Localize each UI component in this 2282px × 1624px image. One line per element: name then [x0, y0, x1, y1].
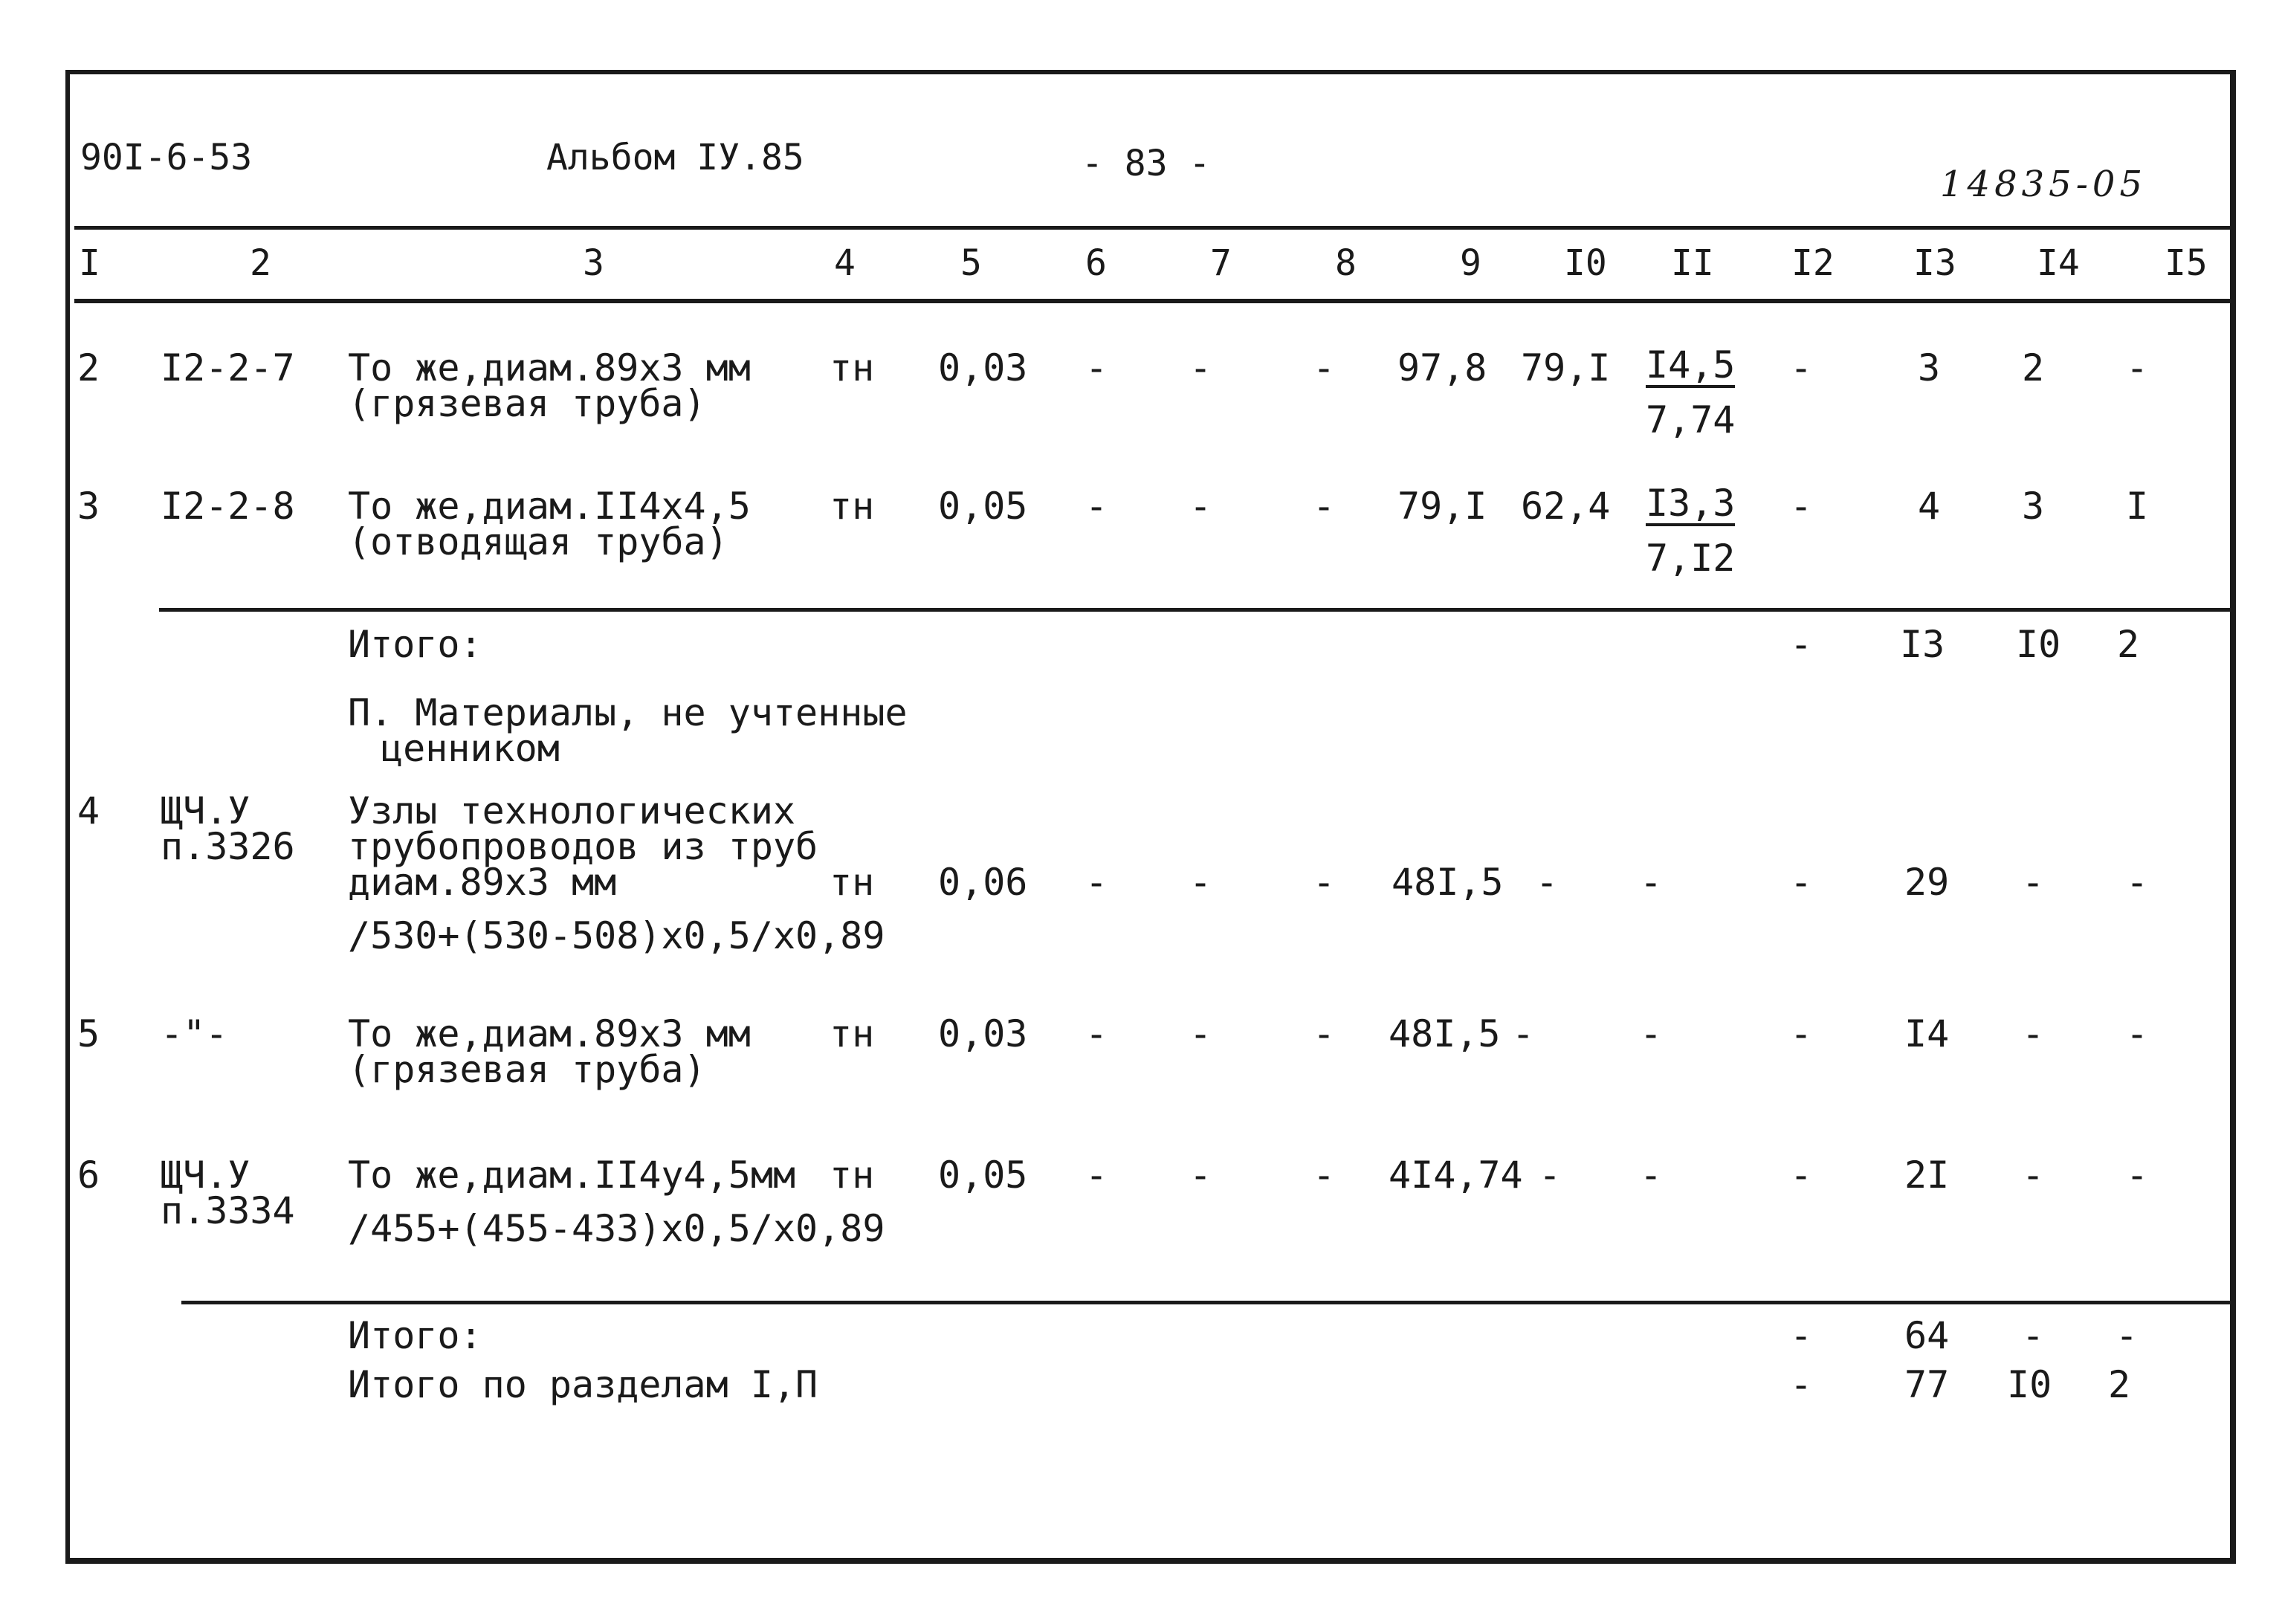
- cell-col8: -: [1313, 861, 1336, 904]
- cell-col6: -: [1085, 485, 1108, 528]
- unit: тн: [830, 1154, 875, 1197]
- subtotal-label: Итого:: [348, 623, 482, 666]
- cell-col15: 2: [2117, 623, 2140, 666]
- unit: тн: [830, 346, 875, 389]
- col-header-7: 7: [1210, 242, 1232, 284]
- col-header-8: 8: [1335, 242, 1357, 284]
- cell-col10: 79,I: [1521, 346, 1611, 389]
- price-code: -"-: [161, 1012, 228, 1055]
- cell-col11-bottom: 7,74: [1646, 398, 1736, 441]
- subtotal-rule: [181, 1301, 2234, 1304]
- cell-col10: 62,4: [1521, 485, 1611, 528]
- cell-col14: -: [2022, 1012, 2045, 1055]
- description-line: То же,диам.89х3 мм: [348, 1012, 751, 1055]
- section-title-continued: ценником: [381, 727, 560, 770]
- cell-col14: -: [2022, 1154, 2045, 1197]
- description-line: То же,диам.89х3 мм: [348, 346, 751, 389]
- price-code: I2-2-8: [161, 485, 295, 528]
- cell-col12: -: [1790, 346, 1813, 389]
- cell-col15: -: [2115, 1314, 2139, 1357]
- row-number: 4: [77, 789, 100, 832]
- header-top-rule: [74, 226, 2230, 230]
- quantity: 0,03: [938, 1012, 1028, 1055]
- cell-col9: 48I,5: [1389, 1012, 1501, 1055]
- cell-col15: -: [2126, 861, 2149, 904]
- cell-col7: -: [1189, 485, 1212, 528]
- cell-col15: I: [2126, 485, 2149, 528]
- cell-col13: 2I: [1904, 1154, 1950, 1197]
- subtotal-label: Итого:: [348, 1314, 482, 1357]
- col-header-15: I5: [2165, 242, 2208, 284]
- description-line: (грязевая труба): [348, 382, 706, 425]
- unit: тн: [830, 485, 875, 528]
- cell-col13: 3: [1918, 346, 1941, 389]
- cell-col14: I0: [2016, 623, 2061, 666]
- description-line: То же,диам.II4х4,5: [348, 485, 751, 528]
- total-label: Итого по разделам I,П: [348, 1363, 818, 1406]
- cell-col6: -: [1085, 1154, 1108, 1197]
- col-header-11: II: [1671, 242, 1714, 284]
- cell-col13: 64: [1904, 1314, 1950, 1357]
- col-header-1: I: [79, 242, 100, 284]
- cell-col15: -: [2126, 346, 2149, 389]
- cell-col8: -: [1313, 1012, 1336, 1055]
- cell-col7: -: [1189, 1154, 1212, 1197]
- cell-col14: -: [2022, 861, 2045, 904]
- col-header-4: 4: [834, 242, 856, 284]
- album-label: Альбом IУ.85: [546, 137, 804, 178]
- cell-col6: -: [1085, 861, 1108, 904]
- cell-col12: -: [1790, 861, 1813, 904]
- description-line: трубопроводов из труб: [348, 825, 818, 868]
- quantity: 0,05: [938, 485, 1028, 528]
- cell-col12: -: [1790, 1154, 1813, 1197]
- unit: тн: [830, 861, 875, 904]
- cell-col10: -: [1512, 1012, 1535, 1055]
- cell-col14: 2: [2022, 346, 2045, 389]
- cell-col15: -: [2126, 1012, 2149, 1055]
- cell-col15: 2: [2108, 1363, 2131, 1406]
- cell-col13: I4: [1904, 1012, 1950, 1055]
- col-header-2: 2: [250, 242, 271, 284]
- col-header-6: 6: [1085, 242, 1107, 284]
- cell-col9: 79,I: [1397, 485, 1487, 528]
- page-number: - 83 -: [1082, 143, 1211, 184]
- quantity: 0,06: [938, 861, 1028, 904]
- row-number: 6: [77, 1154, 100, 1197]
- description-line: (грязевая труба): [348, 1048, 706, 1091]
- quantity: 0,05: [938, 1154, 1028, 1197]
- row-number: 2: [77, 346, 100, 389]
- cell-col7: -: [1189, 346, 1212, 389]
- cell-col15: -: [2126, 1154, 2149, 1197]
- cell-col9: 4I4,74: [1389, 1154, 1523, 1197]
- price-code-line2: п.3334: [161, 1189, 295, 1232]
- cell-col11-top: I3,3: [1646, 482, 1736, 525]
- cell-col12: -: [1790, 1314, 1813, 1357]
- cell-col7: -: [1189, 1012, 1212, 1055]
- description-line: То же,диам.II4у4,5мм: [348, 1154, 796, 1197]
- cell-col9: 97,8: [1397, 346, 1487, 389]
- cell-col7: -: [1189, 861, 1212, 904]
- cell-col11-bottom: 7,I2: [1646, 537, 1736, 580]
- row-number: 5: [77, 1012, 100, 1055]
- cell-col13: 77: [1904, 1363, 1950, 1406]
- header-bottom-rule: [74, 299, 2230, 303]
- cell-col12: -: [1790, 1012, 1813, 1055]
- col-header-3: 3: [583, 242, 604, 284]
- cell-col11: -: [1640, 1154, 1663, 1197]
- col-header-12: I2: [1791, 242, 1835, 284]
- cell-col8: -: [1313, 1154, 1336, 1197]
- description-line: Узлы технологических: [348, 789, 796, 832]
- description-line: диам.89х3 мм: [348, 861, 617, 904]
- subtotal-rule: [159, 608, 2234, 612]
- col-header-10: I0: [1564, 242, 1607, 284]
- cell-col6: -: [1085, 1012, 1108, 1055]
- section-title: П. Материалы, не учтенные: [348, 691, 908, 734]
- price-code: I2-2-7: [161, 346, 295, 389]
- cell-col11: -: [1640, 1012, 1663, 1055]
- cell-col10: -: [1536, 861, 1559, 904]
- col-header-5: 5: [960, 242, 982, 284]
- price-code: ЩЧ.У: [161, 1154, 250, 1197]
- cell-col13: 4: [1918, 485, 1941, 528]
- doc-code: 90I-6-53: [80, 137, 253, 178]
- cell-col14: -: [2022, 1314, 2045, 1357]
- unit: тн: [830, 1012, 875, 1055]
- cell-col12: -: [1790, 623, 1813, 666]
- description-line: (отводящая труба): [348, 520, 728, 563]
- price-code-line2: п.3326: [161, 825, 295, 868]
- cell-col10: -: [1539, 1154, 1562, 1197]
- cell-col8: -: [1313, 346, 1336, 389]
- row-number: 3: [77, 485, 100, 528]
- archive-number: 14835-05: [1940, 164, 2147, 205]
- col-header-13: I3: [1913, 242, 1956, 284]
- quantity: 0,03: [938, 346, 1028, 389]
- cell-col12: -: [1790, 1363, 1813, 1406]
- cell-col13: 29: [1904, 861, 1950, 904]
- description-line: /455+(455-433)х0,5/х0,89: [348, 1207, 885, 1250]
- cell-col11-top: I4,5: [1646, 343, 1736, 386]
- cell-col6: -: [1085, 346, 1108, 389]
- cell-col8: -: [1313, 485, 1336, 528]
- cell-col14: I0: [2007, 1363, 2052, 1406]
- cell-col13: I3: [1900, 623, 1945, 666]
- cell-col11: -: [1640, 861, 1663, 904]
- cell-col12: -: [1790, 485, 1813, 528]
- col-header-14: I4: [2037, 242, 2080, 284]
- description-line: /530+(530-508)х0,5/х0,89: [348, 914, 885, 957]
- price-code: ЩЧ.У: [161, 789, 250, 832]
- col-header-9: 9: [1460, 242, 1481, 284]
- cell-col9: 48I,5: [1391, 861, 1504, 904]
- cell-col14: 3: [2022, 485, 2045, 528]
